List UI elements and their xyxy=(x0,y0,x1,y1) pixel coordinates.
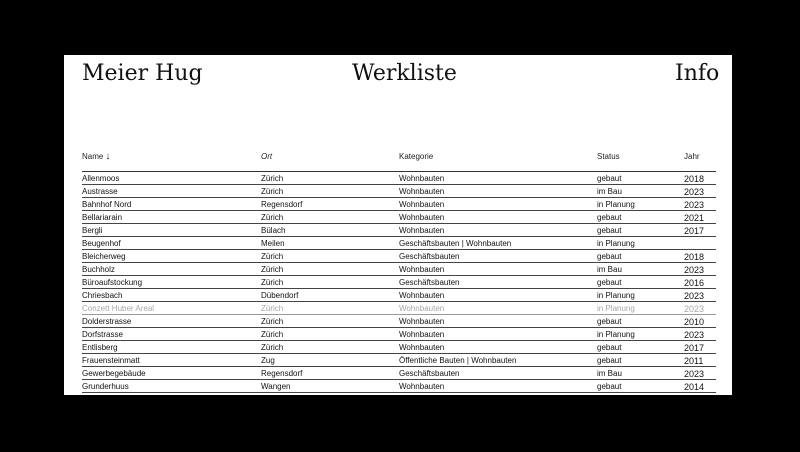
project-status: gebaut xyxy=(597,174,622,183)
project-category: Wohnbauten xyxy=(399,187,445,196)
project-category: Geschäftsbauten | Wohnbauten xyxy=(399,239,512,248)
project-status: gebaut xyxy=(597,343,622,352)
project-status: im Bau xyxy=(597,369,622,378)
project-year: 2023 xyxy=(684,187,705,197)
project-name: Grunderhuus xyxy=(82,382,129,391)
table-row[interactable] xyxy=(82,367,716,380)
project-category: Wohnbauten xyxy=(399,265,445,274)
table-row[interactable] xyxy=(82,315,716,328)
project-name: Bleicherweg xyxy=(82,252,126,261)
project-name: Bellariarain xyxy=(82,213,123,222)
project-category: Wohnbauten xyxy=(399,343,445,352)
project-name: Allenmoos xyxy=(82,174,120,183)
project-year: 2023 xyxy=(684,291,705,301)
project-year: 2011 xyxy=(684,356,704,366)
project-status: in Planung xyxy=(597,200,635,209)
project-status: gebaut xyxy=(597,317,622,326)
project-status: in Planung xyxy=(597,291,635,300)
project-category: Wohnbauten xyxy=(399,304,445,313)
project-location: Meilen xyxy=(261,239,285,248)
project-location: Dübendorf xyxy=(261,291,299,300)
project-name: Frauensteinmatt xyxy=(82,356,140,365)
table-row[interactable] xyxy=(82,250,716,263)
project-status: gebaut xyxy=(597,226,622,235)
project-category: Geschäftsbauten xyxy=(399,252,460,261)
project-name: Austrasse xyxy=(82,187,118,196)
project-status: gebaut xyxy=(597,278,622,287)
table-row[interactable] xyxy=(82,224,716,237)
project-category: Öffentliche Bauten | Wohnbauten xyxy=(399,356,517,365)
table-row[interactable] xyxy=(82,198,716,211)
project-status: gebaut xyxy=(597,213,622,222)
project-year: 2016 xyxy=(684,278,705,288)
project-category: Wohnbauten xyxy=(399,200,445,209)
project-status: gebaut xyxy=(597,252,622,261)
table-row[interactable] xyxy=(82,354,716,367)
table-row[interactable] xyxy=(82,263,716,276)
table-row[interactable] xyxy=(82,276,716,289)
project-location: Zug xyxy=(261,356,275,365)
column-header-name[interactable] xyxy=(82,152,110,162)
sort-down-arrow-icon: ↓ xyxy=(105,151,111,162)
project-category: Geschäftsbauten xyxy=(399,369,460,378)
project-name: Bergli xyxy=(82,226,103,235)
project-location: Zürich xyxy=(261,278,284,287)
project-location: Zürich xyxy=(261,317,284,326)
column-header-name-label: Name xyxy=(82,152,104,161)
project-year: 2021 xyxy=(684,213,705,223)
table-row[interactable] xyxy=(82,172,716,185)
project-status: in Planung xyxy=(597,304,635,313)
project-year: 2023 xyxy=(684,369,705,379)
project-location: Regensdorf xyxy=(261,200,303,209)
column-header-kategorie[interactable]: Kategorie xyxy=(399,152,434,161)
table-row[interactable] xyxy=(82,341,716,354)
project-location: Zürich xyxy=(261,187,284,196)
project-category: Wohnbauten xyxy=(399,317,445,326)
project-year: 2023 xyxy=(684,330,705,340)
info-link[interactable]: Info xyxy=(675,61,720,86)
project-location: Zürich xyxy=(261,252,284,261)
project-year: 2017 xyxy=(684,343,705,353)
project-location: Wangen xyxy=(261,382,291,391)
project-year: 2018 xyxy=(684,174,705,184)
project-category: Wohnbauten xyxy=(399,330,445,339)
project-status: gebaut xyxy=(597,356,622,365)
project-year: 2017 xyxy=(684,226,705,236)
project-name: Büroaufstockung xyxy=(82,278,143,287)
column-header-jahr[interactable]: Jahr xyxy=(684,152,700,161)
table-row[interactable] xyxy=(82,328,716,341)
project-name: Beugenhof xyxy=(82,239,121,248)
project-category: Wohnbauten xyxy=(399,291,445,300)
project-status: in Planung xyxy=(597,330,635,339)
project-category: Wohnbauten xyxy=(399,382,445,391)
project-location: Zürich xyxy=(261,174,284,183)
project-year: 2010 xyxy=(684,317,705,327)
project-year: 2018 xyxy=(684,252,705,262)
project-location: Zürich xyxy=(261,265,284,274)
project-name: Entlisberg xyxy=(82,343,118,352)
project-name: Buchholz xyxy=(82,265,115,274)
project-location: Bülach xyxy=(261,226,286,235)
project-year: 2014 xyxy=(684,382,705,392)
table-row[interactable] xyxy=(82,380,716,393)
project-name: Bahnhof Nord xyxy=(82,200,132,209)
project-category: Wohnbauten xyxy=(399,226,445,235)
project-location: Zürich xyxy=(261,330,284,339)
project-name: Chriesbach xyxy=(82,291,123,300)
column-header-status[interactable]: Status xyxy=(597,152,620,161)
project-name: Dolderstrasse xyxy=(82,317,132,326)
page-title: Werkliste xyxy=(352,61,457,86)
brand-logo-link[interactable]: Meier Hug xyxy=(82,61,203,86)
table-row[interactable] xyxy=(82,237,716,250)
project-location: Zürich xyxy=(261,213,284,222)
project-list xyxy=(82,172,716,393)
project-status: gebaut xyxy=(597,382,622,391)
table-row[interactable] xyxy=(82,289,716,302)
project-name: Gewerbegebäude xyxy=(82,369,146,378)
project-name: Dorfstrasse xyxy=(82,330,123,339)
project-status: im Bau xyxy=(597,187,622,196)
project-category: Geschäftsbauten xyxy=(399,278,460,287)
table-row[interactable] xyxy=(82,185,716,198)
project-location: Zürich xyxy=(261,304,284,313)
project-location: Zürich xyxy=(261,343,284,352)
project-year: 2023 xyxy=(684,265,705,275)
project-status: im Bau xyxy=(597,265,622,274)
column-header-ort[interactable]: Ort xyxy=(261,152,273,161)
project-year: 2023 xyxy=(684,304,705,314)
project-status: in Planung xyxy=(597,239,635,248)
project-category: Wohnbauten xyxy=(399,213,445,222)
project-year: 2023 xyxy=(684,200,705,210)
table-row[interactable] xyxy=(82,211,716,224)
project-location: Regensdorf xyxy=(261,369,303,378)
project-category: Wohnbauten xyxy=(399,174,445,183)
project-name: Conzett Huber Areal xyxy=(82,304,155,313)
table-row[interactable] xyxy=(82,302,716,315)
